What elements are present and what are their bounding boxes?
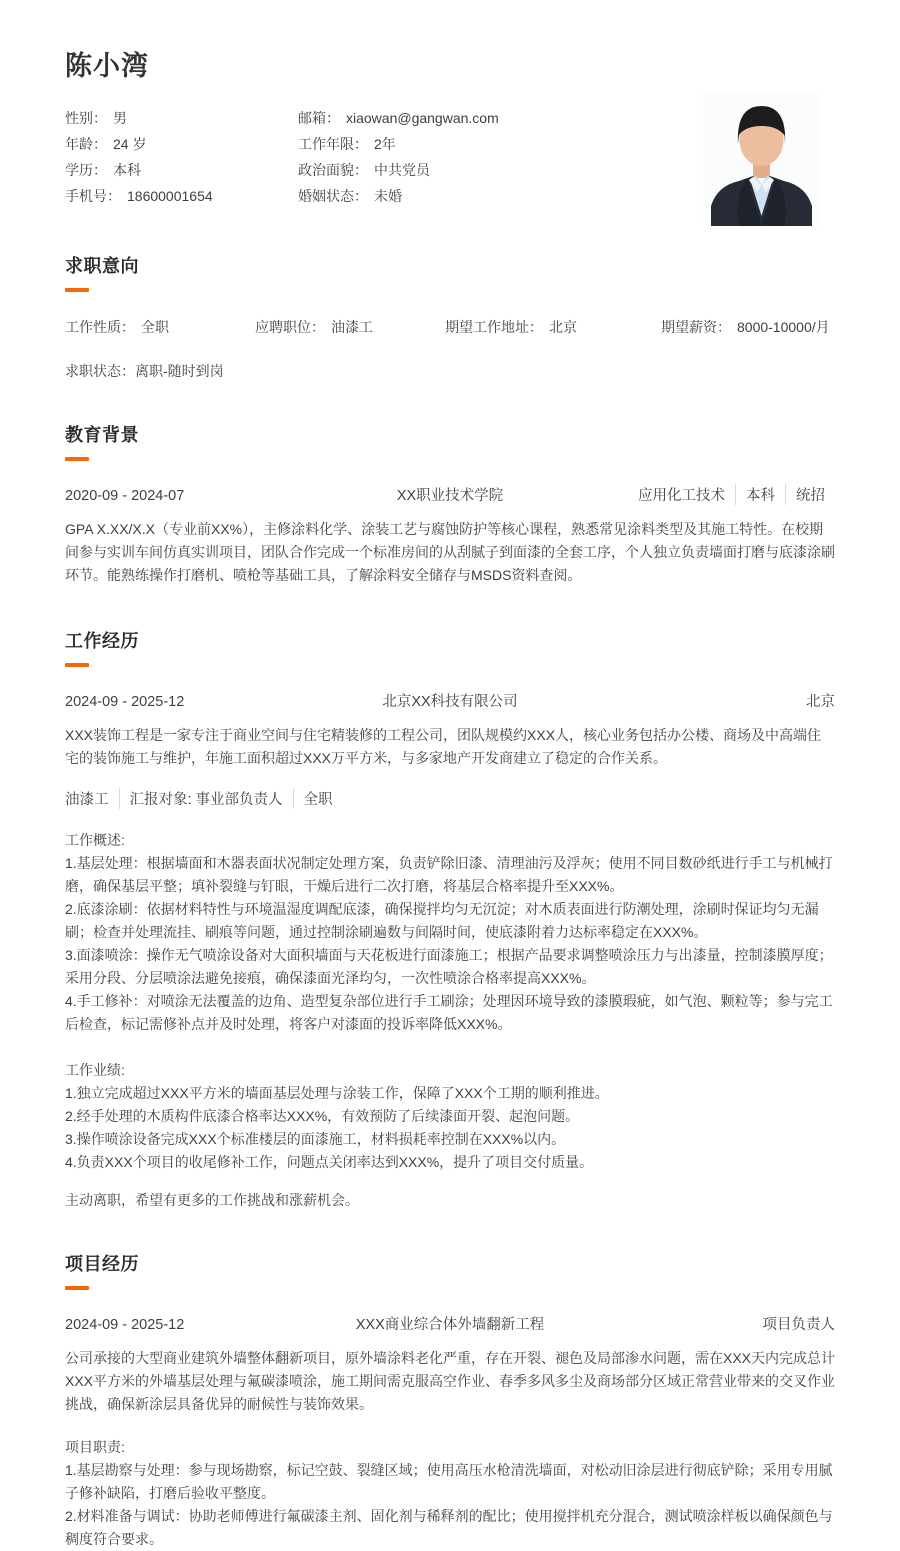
section-title-work: 工作经历 [65, 631, 139, 651]
work-achievement-item: 1.独立完成超过XXX平方米的墙面基层处理与涂装工作，保障了XXX个工期的顺利推进。 [65, 1085, 609, 1101]
project-duty-item: 1.基层勘察与处理：参与现场勘察，标记空鼓、裂缝区域；使用高压水枪清洗墙面，对松动旧涂层进行彻底铲除；采用专用腻子修补缺陷，打磨后验收平整度。 [65, 1462, 833, 1501]
education-degree: 本科 [735, 484, 785, 505]
work-achievements [65, 1059, 835, 1174]
personal-info-left [65, 105, 298, 209]
education-description: GPA X.XX/X.X（专业前XX%），主修涂料化学、涂装工艺与腐蚀防护等核心课程，熟悉常见涂料类型及其施工特性。在校期间参与实训车间仿真实训项目，团队合作完成一个标准房间的从刮腻子到面漆的全套工序，个人独立负责墙面打磨与底漆涂刷环节。能熟练操作打磨机、喷枪等基础工具，了解涂料安全储存与MSDS资料查阅。 [65, 521, 835, 583]
resume-page [0, 44, 900, 1547]
project-entry-row [65, 1313, 835, 1334]
project-description: 公司承接的大型商业建筑外墙整体翻新项目，原外墙涂料老化严重，存在开裂、褪色及局部渗水问题，需在XXX天内完成总计XXX平方米的外墙基层处理与氟碳漆喷涂，施工期间需克服高空作业、春季多风多尘及商场部分区域正常营业带来的交叉作业挑战，确保新涂层具备优异的耐候性与装饰效果。 [65, 1350, 836, 1412]
work-overview-item: 1.基层处理：根据墙面和木器表面状况制定处理方案，负责铲除旧漆、清理油污及浮灰；使用不同目数砂纸进行手工与机械打磨，确保基层平整；填补裂缝与钉眼，干燥后进行二次打磨，将基层合格率提升至XXX%。 [65, 855, 833, 894]
section-title-project: 项目经历 [65, 1254, 139, 1274]
work-period: 2024-09 - 2025-12 [65, 694, 185, 710]
work-position: 油漆工 [65, 792, 109, 808]
info-political-status: 政治面貌： 中共党员 [298, 162, 430, 178]
work-company: 北京XX科技有限公司 [382, 694, 518, 710]
section-title-job-intent: 求职意向 [65, 256, 139, 276]
field-target-position: 应聘职位： 油漆工 [255, 319, 373, 335]
education-entry-row [65, 484, 835, 505]
info-marital-status: 婚姻状态： 未婚 [298, 188, 402, 204]
accent-bar [65, 1286, 89, 1290]
section-project [65, 1250, 835, 1551]
work-achievement-item: 2.经手处理的木质构件底漆合格率达XXX%，有效预防了后续漆面开裂、起泡问题。 [65, 1108, 580, 1124]
work-overview [65, 829, 835, 1036]
section-education [65, 421, 835, 587]
info-email: 邮箱： xiaowan@gangwan.com [298, 110, 499, 126]
work-report-to: 汇报对象: 事业部负责人 [119, 788, 293, 809]
work-overview-item: 2.底漆涂刷：依据材料特性与环境温湿度调配底漆，确保搅拌均匀无沉淀；对木质表面进行防潮处理，涂刷时保证均匀无漏刷；检查并处理流挂、刷痕等问题，通过控制涂刷遍数与间隔时间，使底漆附着力达标率稳定在XXX%。 [65, 901, 819, 940]
info-age: 年龄： 24 岁 [65, 136, 147, 152]
work-company-intro: XXX装饰工程是一家专注于商业空间与住宅精装修的工程公司，团队规模约XXX人，核心业务包括办公楼、商场及中高端住宅的装饰施工与维护，年施工面积超过XXX万平方米，与多家地产开发商建立了稳定的合作关系。 [65, 727, 822, 766]
info-phone: 手机号： 18600001654 [65, 188, 213, 204]
job-intent-fields [65, 317, 835, 337]
portrait-photo-illustration [703, 92, 820, 226]
education-major: 应用化工技术 [638, 488, 725, 504]
accent-bar [65, 288, 89, 292]
education-tags [585, 484, 835, 505]
field-job-status: 求职状态：离职-随时到岗 [65, 363, 224, 379]
work-job-type: 全职 [293, 788, 343, 809]
work-location: 北京 [806, 694, 835, 710]
info-gender: 性别： 男 [65, 110, 127, 126]
work-achievement-item: 4.负责XXX个项目的收尾修补工作，问题点关闭率达到XXX%，提升了项目交付质量。 [65, 1154, 594, 1170]
project-role: 项目负责人 [762, 1317, 835, 1333]
field-target-location: 期望工作地址： 北京 [445, 319, 577, 335]
portrait-photo [703, 92, 820, 226]
education-period: 2020-09 - 2024-07 [65, 488, 185, 504]
work-entry-row [65, 690, 835, 711]
education-enroll-type: 统招 [785, 484, 835, 505]
work-leave-reason: 主动离职，希望有更多的工作挑战和涨薪机会。 [65, 1192, 359, 1208]
project-name: XXX商业综合体外墙翻新工程 [355, 1317, 545, 1333]
info-education: 学历： 本科 [65, 162, 141, 178]
section-title-education: 教育背景 [65, 425, 139, 445]
project-duty-item: 2.材料准备与调试：协助老师傅进行氟碳漆主剂、固化剂与稀释剂的配比；使用搅拌机充分混合，测试喷涂样板以确保颜色与稠度符合要求。 [65, 1508, 833, 1547]
work-overview-item: 4.手工修补：对喷涂无法覆盖的边角、造型复杂部位进行手工刷涂；处理因环境导致的漆膜瑕疵，如气泡、颗粒等；参与完工后检查，标记需修补点并及时处理，将客户对漆面的投诉率降低XXX%。 [65, 993, 833, 1032]
project-period: 2024-09 - 2025-12 [65, 1317, 185, 1333]
project-duties [65, 1436, 835, 1551]
project-duties-title: 项目职责: [65, 1439, 125, 1455]
work-overview-item: 3.面漆喷涂：操作无气喷涂设备对大面积墙面与天花板进行面漆施工；根据产品要求调整喷涂压力与出漆量，控制漆膜厚度；采用分段、分层喷涂法避免接痕，确保漆面光泽均匀，一次性喷涂合格率提高XXX%。 [65, 947, 833, 986]
work-overview-title: 工作概述: [65, 832, 125, 848]
work-achievements-title: 工作业绩: [65, 1062, 125, 1078]
work-achievement-item: 3.操作喷涂设备完成XXX个标准楼层的面漆施工，材料损耗率控制在XXX%以内。 [65, 1131, 566, 1147]
work-position-line [65, 788, 835, 809]
info-work-years: 工作年限： 2年 [298, 136, 396, 152]
candidate-name: 陈小湾 [65, 51, 149, 81]
field-job-type: 工作性质： 全职 [65, 319, 169, 335]
section-work [65, 627, 835, 1210]
field-expected-salary: 期望薪资： 8000-10000/月 [661, 319, 830, 335]
accent-bar [65, 663, 89, 667]
accent-bar [65, 457, 89, 461]
education-school: XX职业技术学院 [396, 488, 504, 504]
section-job-intent [65, 252, 835, 381]
